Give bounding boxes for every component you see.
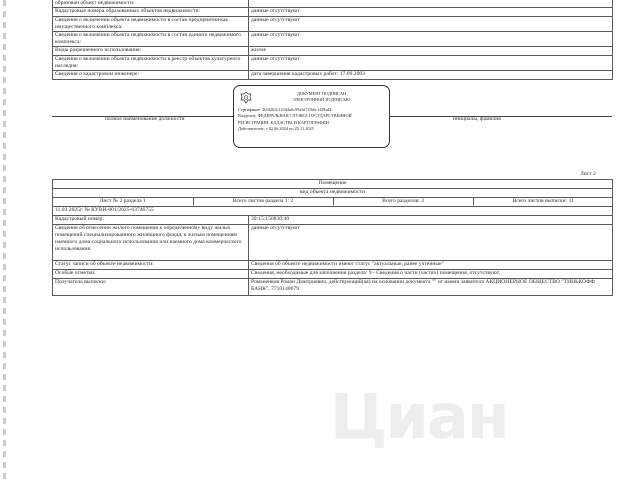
table-row [53,180,613,189]
row-value: данные отсутствуют [249,17,613,32]
table-row [53,56,613,71]
row-label: Получатель выписки: [53,279,249,296]
table-row [53,47,613,56]
scan-edge-marks [3,0,6,480]
table-row [53,8,613,17]
table-row [53,216,613,225]
stamp-certificate: Сертификат: 2b9f2b3c123d4a6c99a5e7f1b6c14f9ad2 [238,107,332,112]
total-sheets-extract: Всего листов выписки: 11 [512,198,574,204]
row-value: Романенков Роман Дмитриевич, действующий(ая) на основании документа "" от имени заявителя АКЦИОНЕРНОЕ ОБЩЕСТВО "ТИНЬКОФФ БАНК", 7710140679 [249,279,613,296]
table-row [53,71,613,80]
table-row [53,17,613,32]
watermark-logo: Циан [330,380,508,453]
row-label: Сведения о кадастровом инженере: [53,71,249,80]
table-row [53,0,613,8]
row-value: данные отсутствуют [249,8,613,17]
extract-date-number: 11.03.2025г. № КУВИ-001/2025-63746755 [53,207,613,216]
table-row [53,279,613,296]
row-label: Сведения об отнесении жилого помещения к определенному виду жилых помещений специализированного жилищного фонда, к жилым помещениям наемного дома социального использования или наемного дома коммерческого использования: [53,225,249,261]
row-label: Кадастровые номера образованных объектов недвижимости: [53,8,249,17]
row-label: Виды разрешенного использования: [53,47,249,56]
row-label: Особые отметки: [53,270,249,279]
name-caption: инициалы, фамилия [453,116,501,122]
table-row [53,207,613,216]
row-value [249,0,613,8]
electronic-signature-stamp [233,85,390,148]
total-sections: Всего разделов: 3 [333,198,473,205]
sheet-number: Лист № 2 раздела 1 [53,198,193,205]
row-value: данные отсутствуют [249,32,613,47]
total-sheets-section: Всего листов раздела 1: 2 [193,198,333,205]
row-label: Сведения о включении объекта недвижимости в состав предприятия как имущественного комплекса: [53,17,249,32]
row-value: данные отсутствуют [249,56,613,71]
cadastral-value: 39:15:150836:40 [249,216,613,225]
table-row [53,225,613,261]
table-row [53,261,613,270]
row-value: данные отсутствуют [249,225,613,261]
row-label: Сведения о включении объекта недвижимости в состав единого недвижимого комплекса: [53,32,249,47]
table-row [53,198,613,207]
row-value: Сведения об объекте недвижимости имеют статус "актуальные, ранее учтенные" [249,261,613,270]
row-value: жилое [249,47,613,56]
object-type: Помещение [53,180,613,189]
row-value: Сведения, необходимые для заполнения раздела: 9 - Сведения о части (частях) помещения, отсутствуют. [249,270,613,279]
property-info-table-top [52,0,613,80]
sheet-label: Лист 2 [580,171,596,177]
table-row [53,189,613,198]
stamp-subtitle: ЭЛЕКТРОННОЙ ПОДПИСЬЮ [292,97,351,103]
cadastral-label: Кадастровый номер: [53,216,249,225]
row-label: Статус записи об объекте недвижимости: [53,261,249,270]
table-row [53,32,613,47]
object-type-caption: вид объекта недвижимости [53,189,613,198]
stamp-validity: Действителен: с 02.06.2024 по 25.11.2025 [238,125,314,131]
row-label: Сведения о включении объекта недвижимости в реестр объектов культурного наследия: [53,56,249,71]
position-caption: полное наименование должности [105,116,185,122]
property-info-table-main [52,179,613,296]
table-row [53,270,613,279]
stamp-owner: Владелец: ФЕДЕРАЛЬНАЯ СЛУЖБА ГОСУДАРСТВЕННОЙ [238,113,352,119]
rosreestr-emblem-icon [239,91,253,105]
row-value: дата завершения кадастровых работ: 17.09.2003 [249,71,613,80]
row-label: образован объект недвижимости: [53,0,249,8]
stamp-title: ДОКУМЕНТ ПОДПИСАН [296,91,347,96]
stamp-owner-cont: РЕГИСТРАЦИИ, КАДАСТРА И КАРТОГРАФИИ [238,119,329,125]
